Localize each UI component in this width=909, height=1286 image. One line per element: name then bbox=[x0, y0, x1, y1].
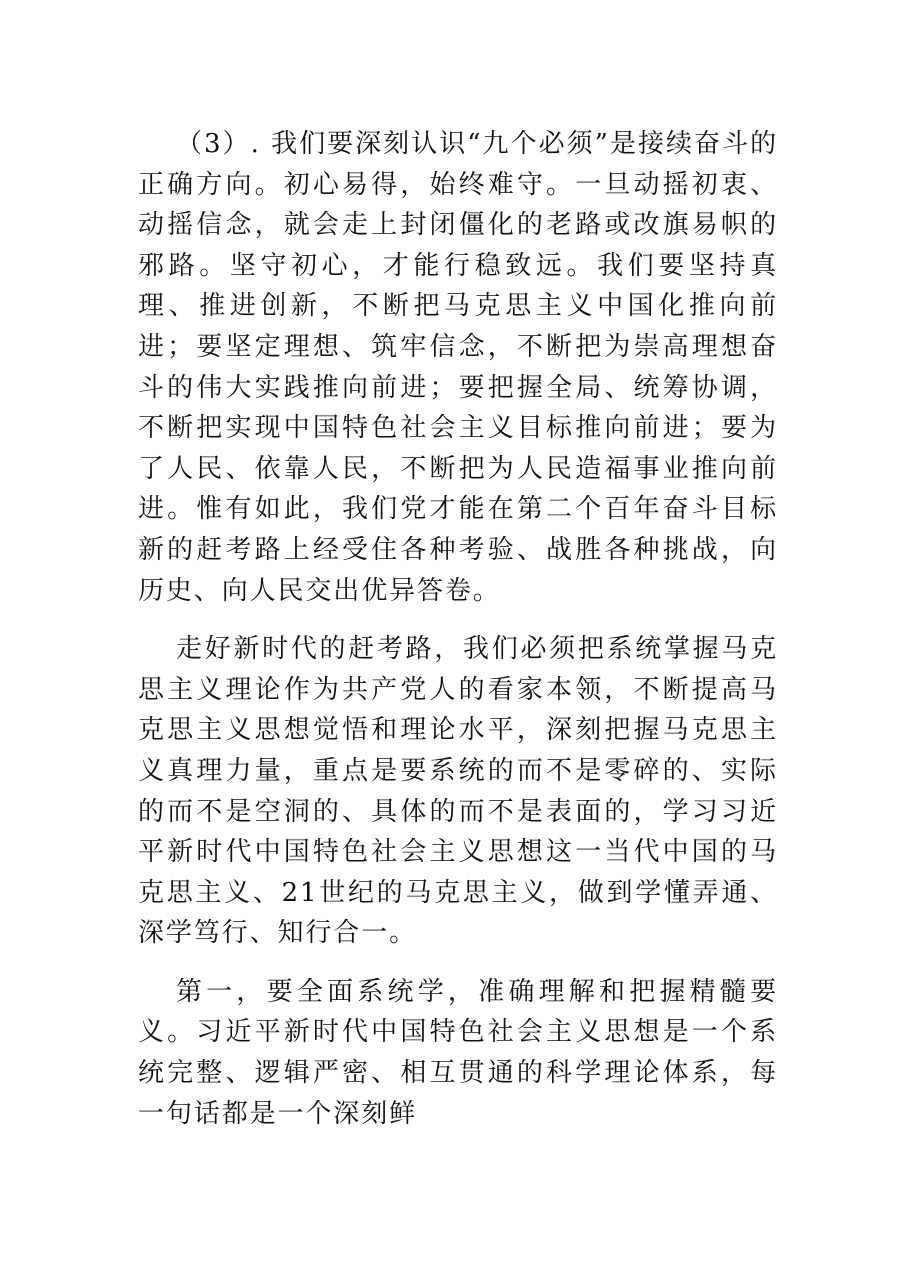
paragraph-first-point: 第一，要全面系统学，准确理解和把握精髓要义。习近平新时代中国特色社会主义思想是一个系统完整、逻辑严密、相互贯通的科学理论体系，每一句话都是一个深刻鲜 bbox=[138, 976, 778, 1129]
document-body bbox=[138, 124, 778, 1134]
paragraph-nine-musts: （3）. 我们要深刻认识“九个必须”是接续奋斗的正确方向。初心易得，始终难守。一旦动摇初衷、动摇信念，就会走上封闭僵化的老路或改旗易帜的邪路。坚守初心，才能行稳致远。我们要坚持真理、推进创新，不断把马克思主义中国化推向前进；要坚定理想、筑牢信念，不断把为崇高理想奋斗的伟大实践推向前进；要把握全局、统筹协调，不断把实现中国特色社会主义目标推向前进；要为了人民、依靠人民，不断把为人民造福事业推向前进。惟有如此，我们党才能在第二个百年奋斗目标新的赶考路上经受住各种考验、战胜各种挑战，向历史、向人民交出优异答卷。 bbox=[138, 129, 778, 606]
paragraph-new-era-exam: 走好新时代的赶考路，我们必须把系统掌握马克思主义理论作为共产党人的看家本领，不断提高马克思主义思想觉悟和理论水平，深刻把握马克思主义真理力量，重点是要系统的而不是零碎的、实际的而不是空洞的、具体的而不是表面的，学习习近平新时代中国特色社会主义思想这一当代中国的马克思主义、21世纪的马克思主义，做到学懂弄通、深学笃行、知行合一。 bbox=[138, 634, 778, 949]
